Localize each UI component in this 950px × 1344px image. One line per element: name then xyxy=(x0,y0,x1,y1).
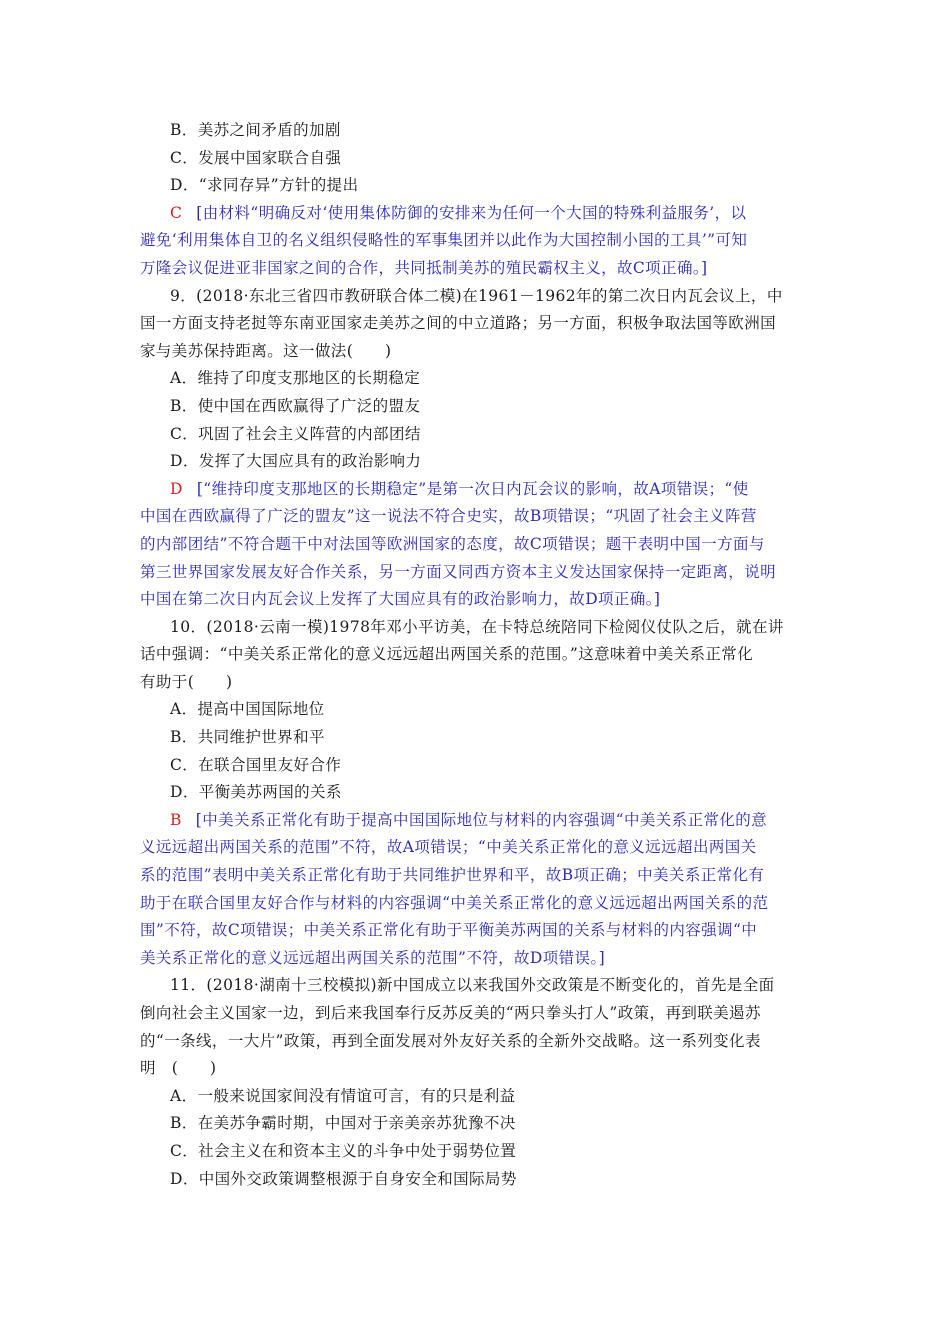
q11-option-a: A．一般来说国家间没有情谊可言，有的只是利益 xyxy=(170,1086,516,1105)
q11-stem-line: 的“一条线，一大片”政策，再到全面发展对外友好关系的全新外交战略。这一系列变化表 xyxy=(140,1031,761,1050)
q11-option-b: B．在美苏争霸时期，中国对于亲美亲苏犹豫不决 xyxy=(170,1114,516,1133)
q9-option-c: C．巩固了社会主义阵营的内部团结 xyxy=(170,424,421,443)
q10-explanation-line xyxy=(140,807,820,835)
q9-explanation-line xyxy=(140,476,820,504)
q8-option-d: D．“求同存异”方针的提出 xyxy=(170,176,359,195)
q9-explanation-line: 中国在西欧赢得了广泛的盟友”这一说法不符合史实，故B项错误；“巩固了社会主义阵营 xyxy=(140,507,757,526)
q10-explanation-line: 围”不符，故C项错误；中美关系正常化有助于平衡美苏两国的关系与材料的内容强调“中 xyxy=(140,921,758,940)
q10-option-c: C．在联合国里友好合作 xyxy=(170,755,342,774)
q10-option-a: A．提高中国国际地位 xyxy=(170,700,325,719)
q9-stem-line: 国一方面支持老挝等东南亚国家走美苏之间的中立道路；另一方面，积极争取法国等欧洲国 xyxy=(140,314,777,333)
q10-explanation-line: 助于在联合国里友好合作与材料的内容强调“中美关系正常化的意义远远超出两国关系的范 xyxy=(140,893,769,912)
q9-stem-line: 9．(2018·东北三省四市教研联合体二模)在1961－1962年的第二次日内瓦会议上，中 xyxy=(170,286,783,305)
q8-option-b: B．美苏之间矛盾的加剧 xyxy=(170,121,341,139)
q10-option-d: D．平衡美苏两国的关系 xyxy=(170,783,342,802)
q9-option-a: A．维持了印度支那地区的长期稳定 xyxy=(170,369,421,388)
q11-stem-line: 明 ( ) xyxy=(140,1059,217,1078)
q8-explanation-text: [由材料“明确反对‘使用集体防御的安排来为任何一个大国的特殊利益服务’，以 xyxy=(196,203,747,222)
q10-explanation-line: 系的范围”表明中美关系正常化有助于共同维护世界和平，故B项正确；中美关系正常化有 xyxy=(140,866,765,885)
q8-explanation-line: 避免‘利用集体自卫的名义组织侵略性的军事集团并以此作为大国控制小国的工具’”可知 xyxy=(140,231,748,250)
q9-explanation-line: 中国在第二次日内瓦会议上发挥了大国应具有的政治影响力，故D项正确。] xyxy=(140,590,661,609)
q9-explanation-line: 的内部团结”不符合题干中对法国等欧洲国家的态度，故C项错误；题干表明中国一方面与 xyxy=(140,534,765,553)
q9-answer-letter: D xyxy=(170,479,183,498)
q9-explanation-text: [“维持印度支那地区的长期稳定”是第一次日内瓦会议的影响，故A项错误；“使 xyxy=(196,479,749,498)
q10-explanation-text: [中美关系正常化有助于提高中国国际地位与材料的内容强调“中美关系正常化的意 xyxy=(195,810,768,829)
q10-option-b: B．共同维护世界和平 xyxy=(170,728,325,747)
q10-explanation-line: 美关系正常化的意义远远超出两国关系的范围”不符，故D项错误。] xyxy=(140,948,606,967)
q10-stem-line: 有助于( ) xyxy=(140,672,233,691)
q10-answer-letter: B xyxy=(170,810,182,829)
q9-stem-line: 家与美苏保持距离。这一做法( ) xyxy=(140,341,392,360)
q11-stem-line: 倒向社会主义国家一边，到后来我国奉行反苏反美的“两只拳头打人”政策，再到联美遏苏 xyxy=(140,1004,761,1022)
q9-explanation-line: 第三世界国家发展友好合作关系，另一方面又同西方资本主义发达国家保持一定距离，说明 xyxy=(140,562,777,581)
q8-explanation-line: 万隆会议促进亚非国家之间的合作，共同抵制美苏的殖民霸权主义，故C项正确。] xyxy=(140,258,708,277)
q8-option-c: C．发展中国家联合自强 xyxy=(170,148,342,167)
q11-option-d: D．中国外交政策调整根源于自身安全和国际局势 xyxy=(170,1169,517,1188)
q10-explanation-line: 义远远超出两国关系的范围”不符，故A项错误；“中美关系正常化的意义远远超出两国关 xyxy=(140,838,757,857)
q8-answer-letter: C xyxy=(170,203,183,222)
q11-stem-line: 11．(2018·湖南十三校模拟)新中国成立以来我国外交政策是不断变化的，首先是全面 xyxy=(170,976,775,995)
q9-option-d: D．发挥了大国应具有的政治影响力 xyxy=(170,452,422,471)
document-page xyxy=(140,117,820,1193)
q10-stem-line: 话中强调：“中美关系正常化的意义远远超出两国关系的范围。”这意味着中美关系正常化 xyxy=(140,645,754,664)
q9-option-b: B．使中国在西欧赢得了广泛的盟友 xyxy=(170,396,421,415)
q8-explanation-line xyxy=(140,200,820,228)
q10-stem-line: 10．(2018·云南一模)1978年邓小平访美，在卡特总统陪同下检阅仪仗队之后，就在讲 xyxy=(170,617,784,636)
q11-option-c: C．社会主义在和资本主义的斗争中处于弱势位置 xyxy=(170,1141,517,1160)
